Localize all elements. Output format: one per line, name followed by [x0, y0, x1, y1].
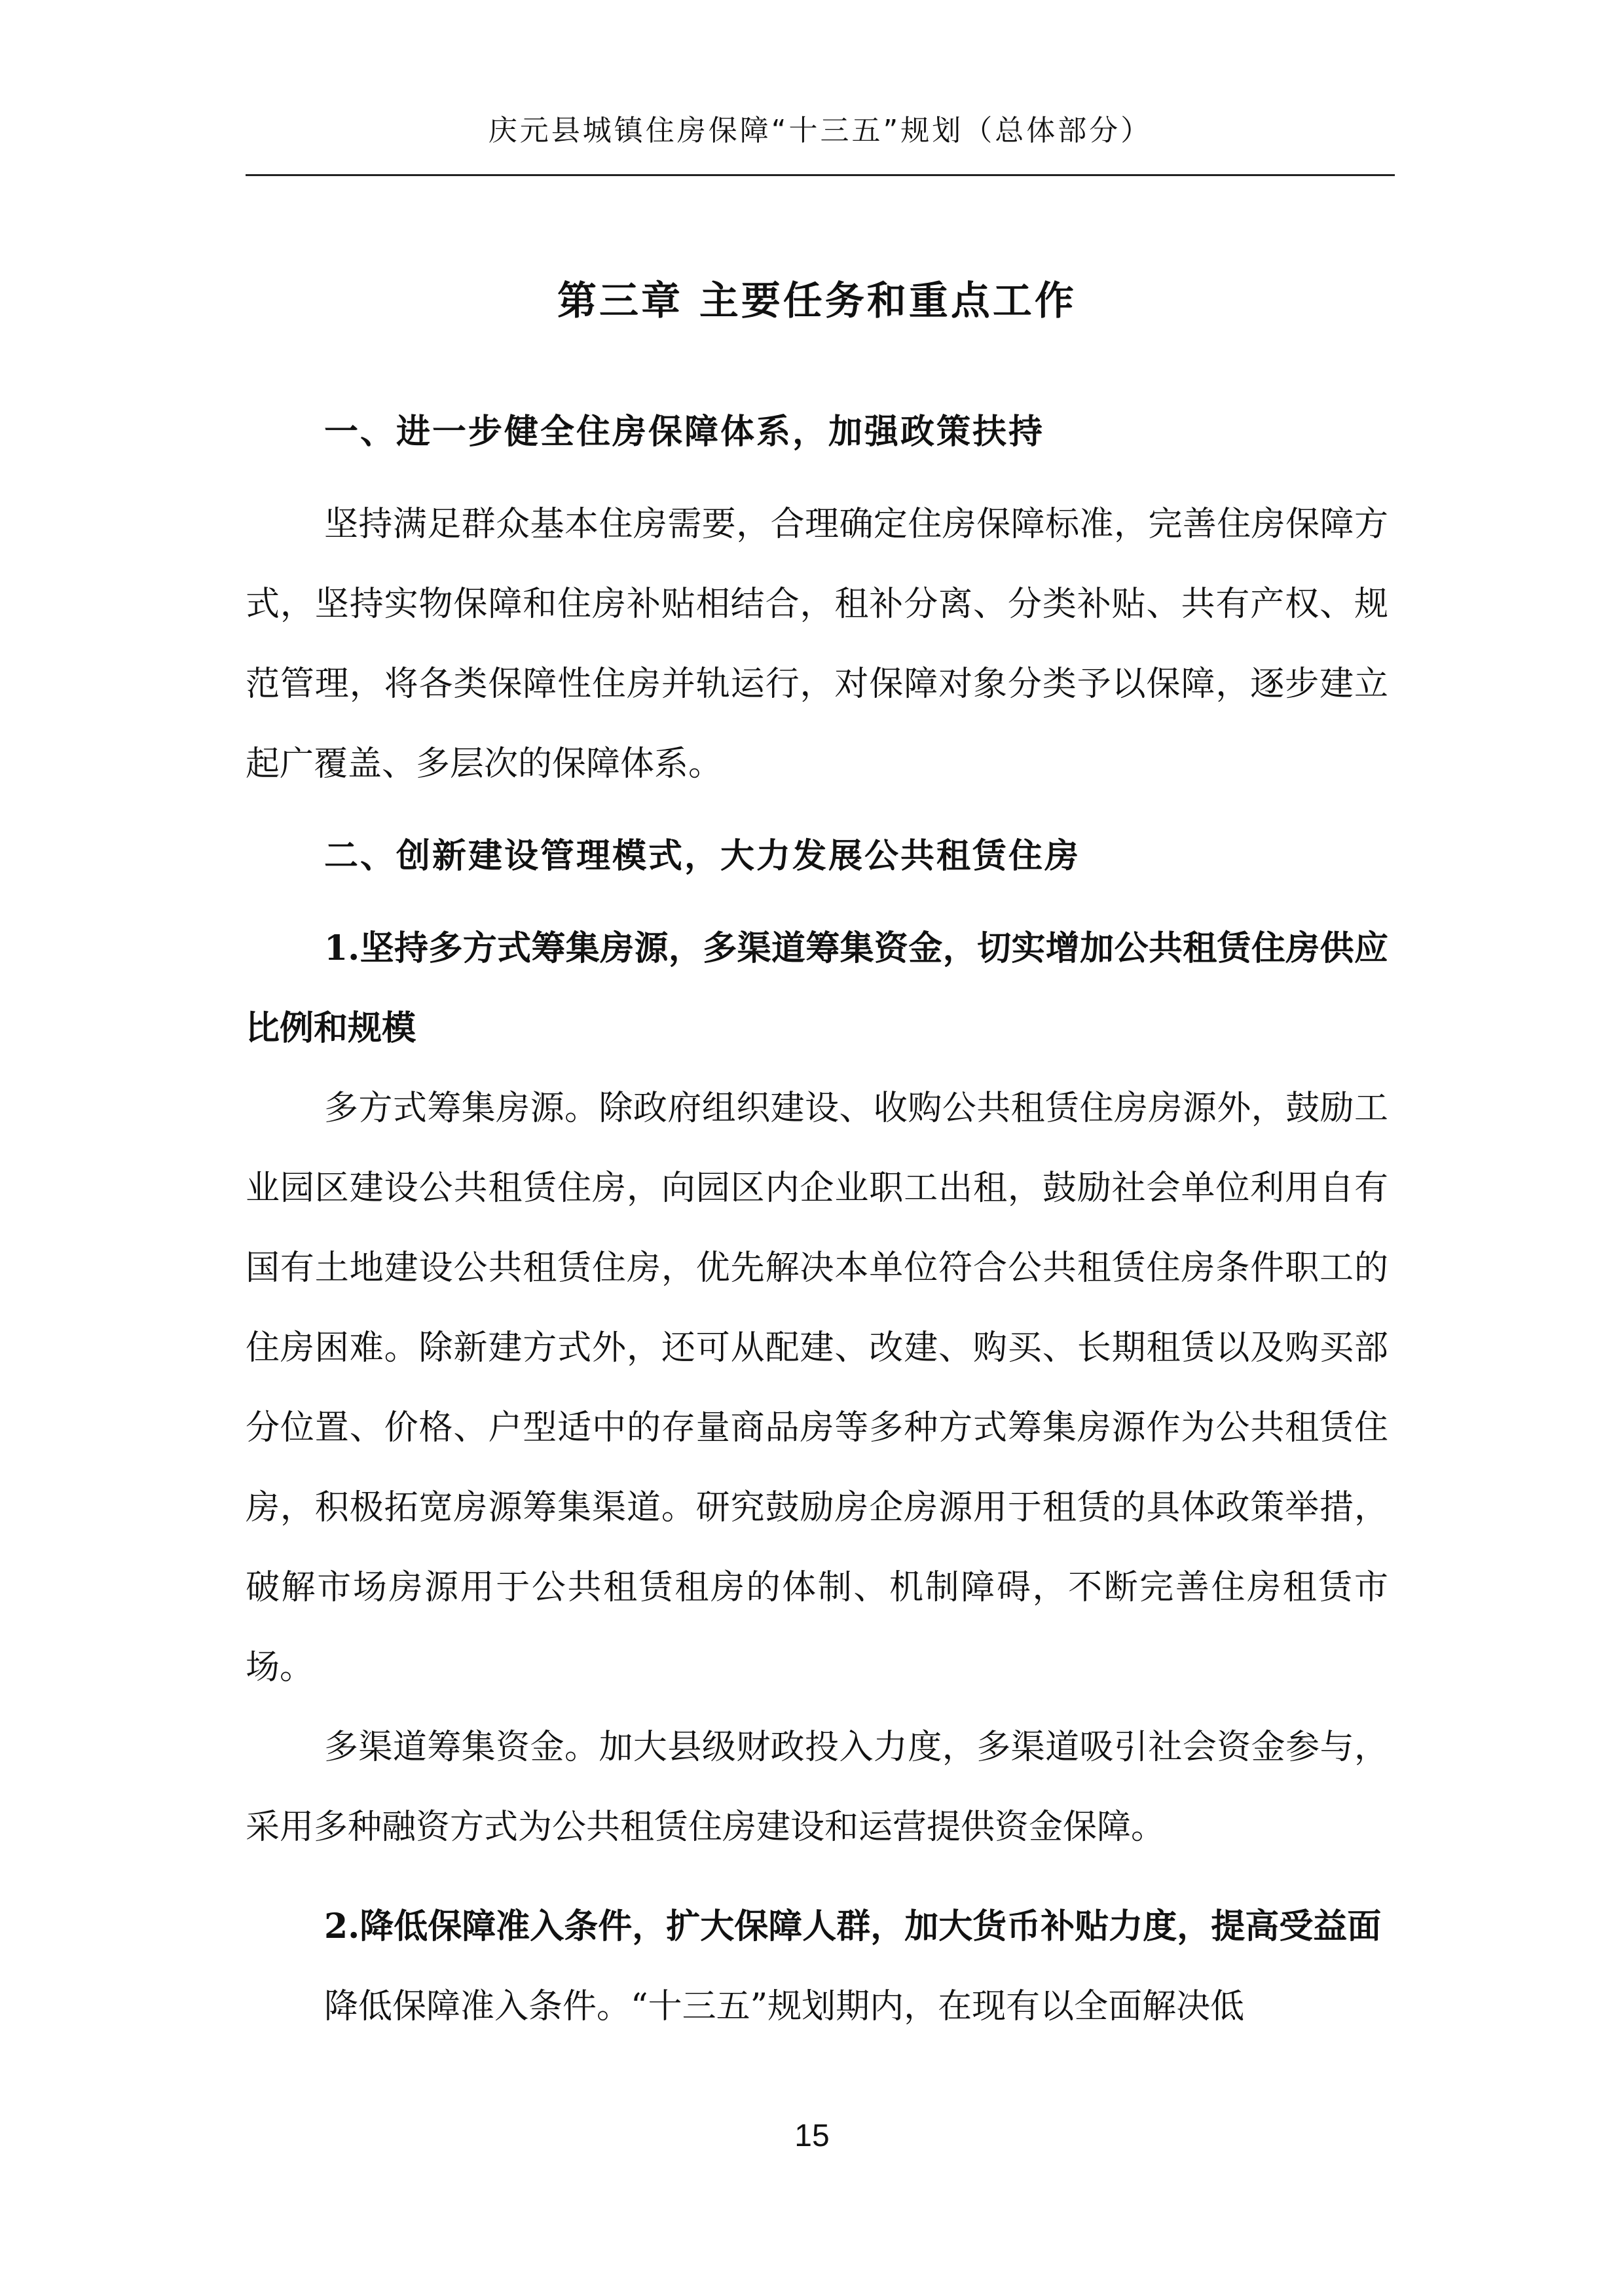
page-body: [246, 275, 1388, 2047]
subsection-heading-1: 1.坚持多方式筹集房源，多渠道筹集资金，切实增加公共租赁住房供应比例和规模: [246, 928, 1388, 1048]
page-number: 15: [794, 2119, 830, 2153]
section-heading-2: 二、创新建设管理模式，大力发展公共租赁住房: [324, 837, 1081, 876]
eligibility-paragraph: 降低保障准入条件。“十三五”规划期内，在现有以全面解决低: [324, 1987, 1245, 2026]
funding-sources-paragraph: 多方式筹集房源。除政府组织建设、收购公共租赁住房房源外，鼓励工业园区建设公共租赁住房，向园区内企业职工出租，鼓励社会单位利用自有国有土地建设公共租赁住房，优先解决本单位符合公共租赁住房条件职工的住房困难。除新建方式外，还可从配建、改建、购买、长期租赁以及购买部分位置、价格、户型适中的存量商品房等多种方式筹集房源作为公共租赁住房，积极拓宽房源筹集渠道。研究鼓励房企房源用于租赁的具体政策举措，破解市场房源用于公共租赁租房的体制、机制障碍，不断完善住房租赁市场。: [246, 1089, 1388, 1687]
subsection-heading-2: 2.降低保障准入条件，扩大保障人群，加大货币补贴力度，提高受益面: [324, 1906, 1382, 1946]
running-header: 庆元县城镇住房保障“十三五”规划（总体部分）: [488, 114, 1153, 147]
section-heading-1: 一、进一步健全住房保障体系，加强政策扶持: [324, 412, 1045, 452]
header-divider: [246, 174, 1395, 176]
funding-capital-paragraph: 多渠道筹集资金。加大县级财政投入力度，多渠道吸引社会资金参与，采用多种融资方式为公共租赁住房建设和运营提供资金保障。: [246, 1728, 1388, 1847]
section-1-paragraph: 坚持满足群众基本住房需要，合理确定住房保障标准，完善住房保障方式，坚持实物保障和住房补贴相结合，租补分离、分类补贴、共有产权、规范管理，将各类保障性住房并轨运行，对保障对象分类予以保障，逐步建立起广覆盖、多层次的保障体系。: [246, 505, 1388, 784]
chapter-title: 第三章 主要任务和重点工作: [557, 278, 1077, 324]
